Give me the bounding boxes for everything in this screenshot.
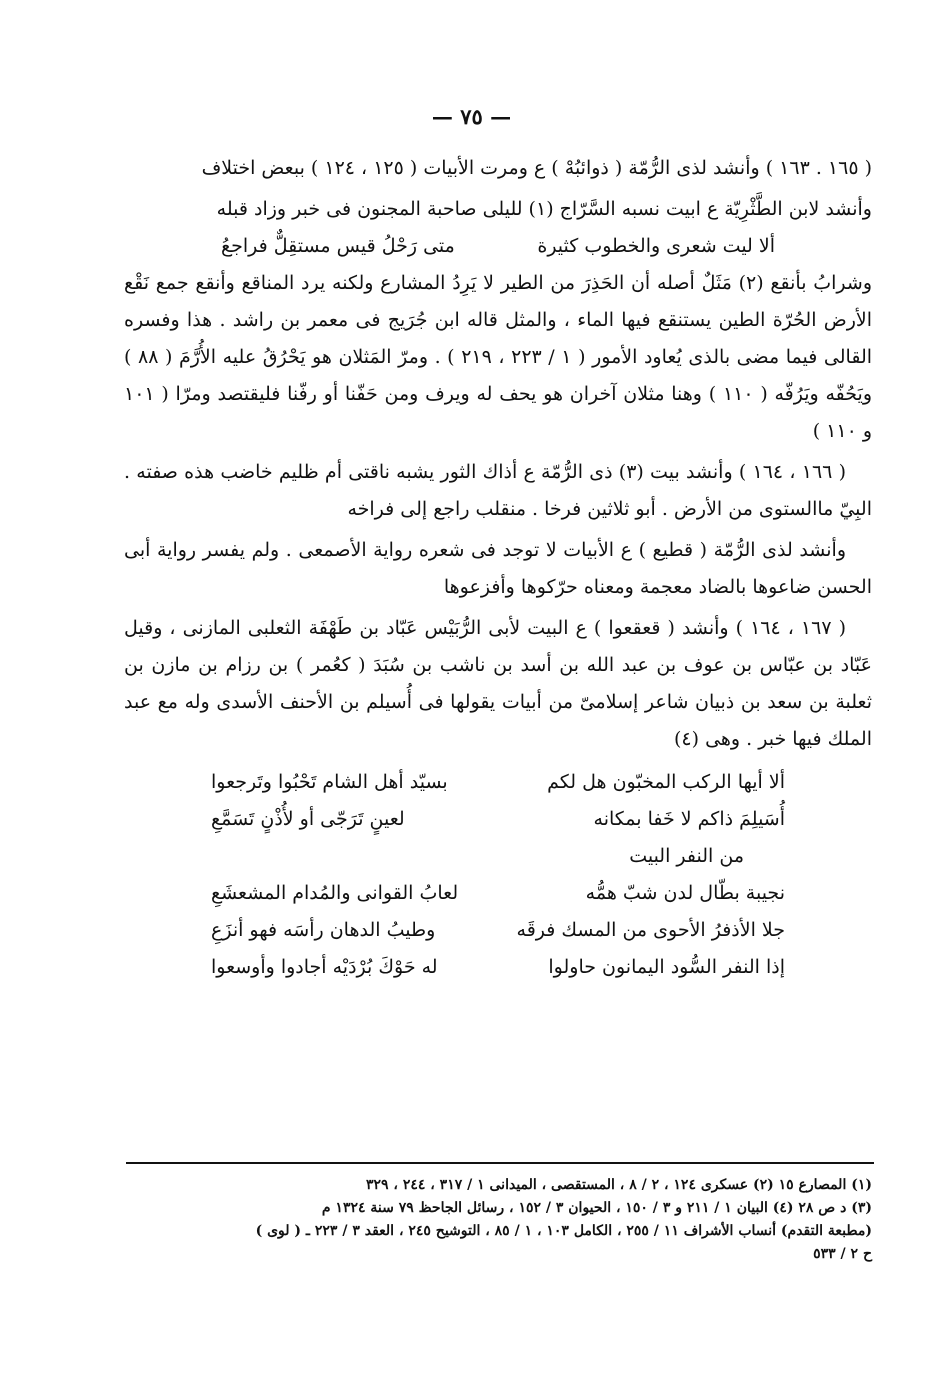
verse-line <box>124 228 872 265</box>
footnotes <box>124 1174 872 1266</box>
paragraph: وشرابُ بأنقع (٢) مَثَلٌ أصله أن الحَذِرَ من الطير لا يَرِدُ المشارع ولكنه يرد المناقع وأنقع جمع نَقْع الأرض الحُرّة الطين يستنقع فيها الماء ، والمثل قاله ابن جُرَيج فى معمر بن راشد . هذا وفسره القالى فيما مضى بالذى يُعاود الأمور ( ١ / ٢٢٣ ، ٢١٩ ) . ومرّ المَثلان هو يَحْرُقُ عليه الأُرَّمَ ( ٨٨ ) ويَحُفّه ويَرُفّه ( ١١٠ ) وهنا مثلان آخران هو يحف له ويرف ومن حَفّنا أو رفّنا فليقتصد ومرّا ( ١٠١ و ١١٠ ) <box>124 272 873 442</box>
footnote-line: ح ٢ / ٥٣٣ <box>813 1246 872 1262</box>
verse-line <box>124 949 872 986</box>
footnote-line: (مطبعة التقدم) أنساب الأشراف ١١ / ٢٥٥ ، الكامل ١٠٣ ، ١ / ٨٥ ، التوشيح ٢٤٥ ، العقد ٣ / ٢٢٣ ـ ( لوى ) <box>255 1223 872 1239</box>
paragraph: ( ١٦٦ ، ١٦٤ ) وأنشد بيت (٣) ذى الرُّمّة ع أذاك الثور يشبه ناقتى أم ظليم خاضب هذه صفته . البِيّ ماالستوى من الأرض . أبو ثلاثين فرخا . منقلب راجع إلى فراخه <box>124 461 872 520</box>
verse-first-hemistich: ألا ليت شعرى والخطوب كثيرة <box>537 235 775 257</box>
verse-line <box>124 801 872 838</box>
verse-second-hemistich: متى رَحْلُ قيس مستقِلٌّ فراجعُ <box>221 235 455 257</box>
verse-second-hemistich: وطيبُ الدهان رأسَه فهو أنزَعِ <box>211 919 436 941</box>
paragraph: ( ١٦٧ ، ١٦٤ ) وأنشد ( قعقعوا ) ع البيت لأبى الرُّبَيْس عَبّاد بن طَهْفَة الثعلبى المازنى ، وقيل عَبّاد بن عبّاس بن عوف بن عبد الله بن أسد بن ناشب بن سُبَدَ ( كعُمر ) بن رزام بن مازن بن ثعلبة بن سعد بن ذبيان شاعر إسلامىّ من أبيات يقولها فى أُسيلم بن الأحنف الأسدى وله مع عبد الملك فيها خبر . وهى (٤) <box>124 617 873 750</box>
footnote-line: (١) المصارع ١٥ (٢) عسكرى ١٢٤ ، ٢ / ٨ ، المستقصى ، الميدانى ١ / ٣١٧ ، ٢٤٤ ، ٣٢٩ <box>365 1177 872 1193</box>
verse-first-hemistich: ألا أيها الركب المخبّون هل لكم <box>547 771 785 793</box>
verse-first-hemistich: إذا النفر السُّود اليمانون حاولوا <box>548 956 785 978</box>
poem <box>124 764 872 986</box>
verse-first-hemistich: نجيبة بطّال لدن شبّ همُّه <box>585 882 785 904</box>
verse-second-hemistich: بسيّد أهل الشام تَحْبُوا وتَرجعوا <box>211 771 448 793</box>
page-number: — ٧٥ — <box>431 104 512 129</box>
main-text <box>124 150 872 986</box>
verse-line <box>124 912 872 949</box>
footnote-divider <box>126 1162 874 1164</box>
poem-note: من النفر البيت <box>629 845 744 867</box>
paragraph: وأنشد لابن الطَّثْرِيّة ع ابيت نسبه السَّرّاج (١) لليلى صاحبة المجنون فى خبر وزاد قبله <box>216 198 872 220</box>
verse-line <box>124 764 872 801</box>
verse-first-hemistich: جلا الأذفرُ الأحوى من المسك فرقَه <box>516 919 785 941</box>
verse-second-hemistich: لعابُ القوانى والمُدام المشعشَعِ <box>211 882 459 904</box>
verse-first-hemistich: أُسَيلِمَ ذاكم لا خَفا بمكانه <box>593 808 785 830</box>
paragraph: وأنشد لذى الرُّمّة ( قطيع ) ع الأبيات لا توجد فى شعره رواية الأصمعى . ولم يفسر رواية أبى الحسن ضاعوها بالضاد معجمة ومعناه حرّكوها وأفزعوها <box>124 539 872 598</box>
verse-line <box>124 875 872 912</box>
verse-second-hemistich: له حَوْكَ بُرْدَيْه أجادوا وأوسعوا <box>211 956 438 978</box>
paragraph: ( ١٦٥ . ١٦٣ ) وأنشد لذى الرُّمّة ( ذوائبُهْ ) ع ومرت الأبيات ( ١٢٥ ، ١٢٤ ) ببعض اختلاف <box>201 157 872 179</box>
footnote-line: (٣) د ص ٢٨ (٤) البيان ١ / ٢١١ و ٣ / ١٥٠ ، الحيوان ٣ / ١٥٢ ، رسائل الجاحظ ٧٩ سنة ١٣٢٤ م <box>321 1200 872 1216</box>
verse-second-hemistich: لعينٍ تَرَجّى أو لأُذْنٍ تَسَمَّعِ <box>211 808 405 830</box>
